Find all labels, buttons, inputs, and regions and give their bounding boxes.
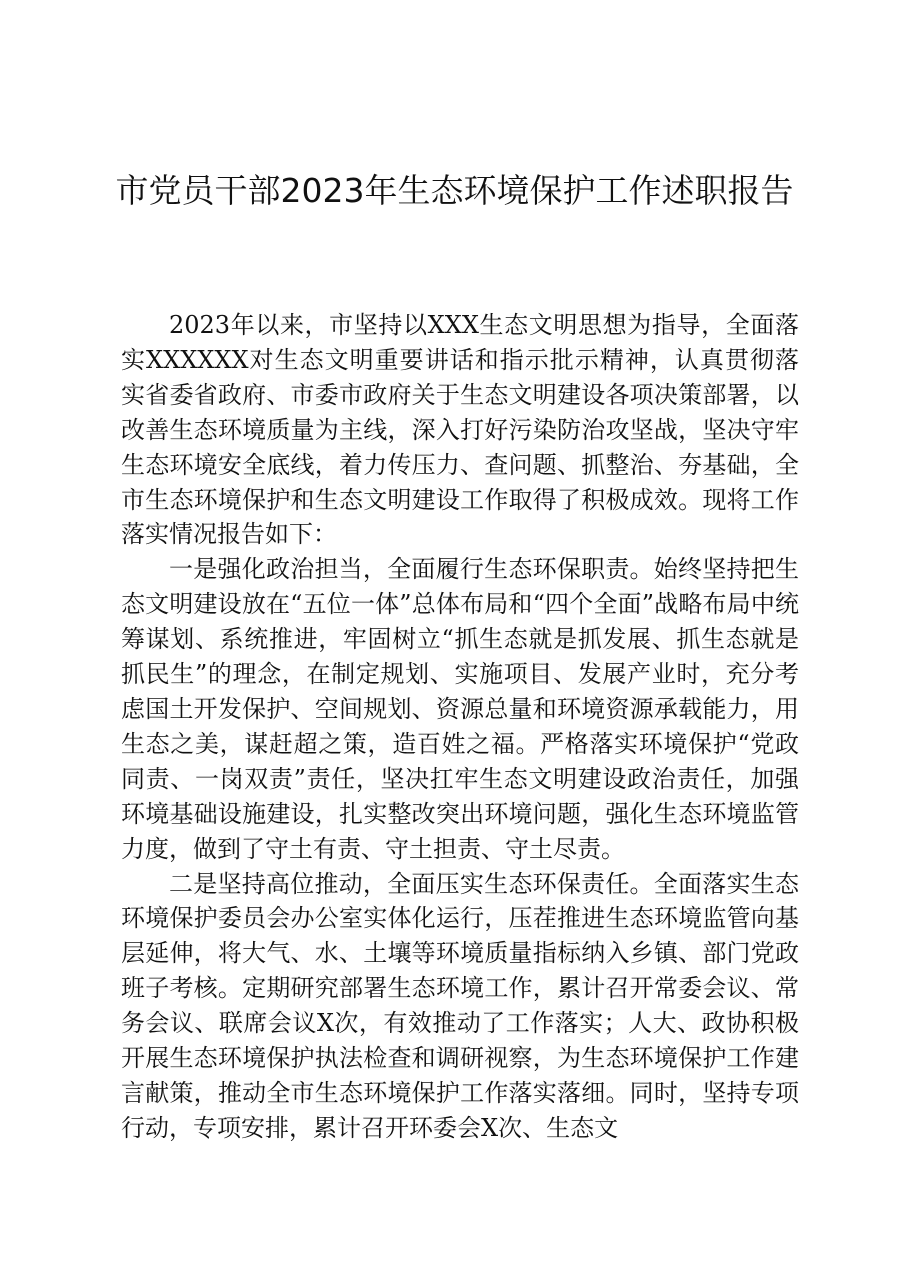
section-one-paragraph: 一是强化政治担当，全面履行生态环保职责。始终坚持把生态文明建设放在“五位一体”总体布局和“四个全面”战略布局中统筹谋划、系统推进，牢固树立“抓生态就是抓发展、抓生态就是抓民生”的理念，在制定规划、实施项目、发展产业时，充分考虑国土开发保护、空间规划、资源总量和环境资源承载能力，用生态之美，谋赶超之策，造百姓之福。严格落实环境保护“党政同责、一岗双责”责任，坚决扛牢生态文明建设政治责任，加强环境基础设施建设，扎实整改突出环境问题，强化生态环境监管力度，做到了守土有责、守土担责、守土尽责。: [121, 555, 799, 863]
section-two-paragraph: 二是坚持高位推动，全面压实生态环保责任。全面落实生态环境保护委员会办公室实体化运行，压茬推进生态环境监管向基层延伸，将大气、水、土壤等环境质量指标纳入乡镇、部门党政班子考核。定期研究部署生态环境工作，累计召开常委会议、常务会议、联席会议X次，有效推动了工作落实；人大、政协积极开展生态环境保护执法检查和调研视察，为生态环境保护工作建言献策，推动全市生态环境保护工作落实落细。同时，坚持专项行动，专项安排，累计召开环委会X次、生态文: [121, 869, 799, 1142]
document-body: [121, 308, 799, 1146]
intro-paragraph: 2023年以来，市坚持以XXX生态文明思想为指导，全面落实XXXXXX对生态文明重要讲话和指示批示精神，认真贯彻落实省委省政府、市委市政府关于生态文明建设各项决策部署，以改善生态环境质量为主线，深入打好污染防治攻坚战，坚决守牢生态环境安全底线，着力传压力、查问题、抓整治、夯基础，全市生态环境保护和生态文明建设工作取得了积极成效。现将工作落实情况报告如下：: [121, 311, 799, 549]
document-title: 市党员干部2023年生态环境保护工作述职报告: [115, 171, 794, 210]
